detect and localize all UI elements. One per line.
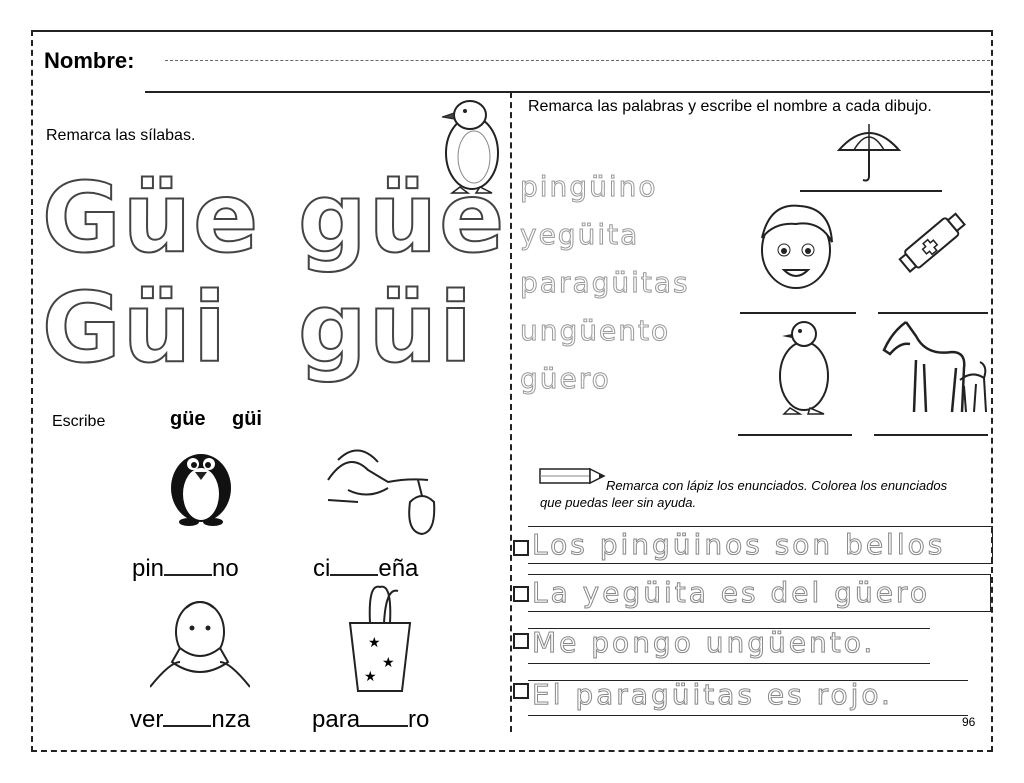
word-after: eña	[378, 555, 419, 582]
option-gui: güi	[232, 408, 262, 430]
sentence-checkbox-4[interactable]	[513, 683, 529, 699]
word-blank-paraguero[interactable]	[312, 706, 429, 734]
trace-word-pinguino: pingüino	[520, 170, 658, 203]
name-write-line[interactable]	[145, 91, 990, 93]
answer-line-penguin[interactable]	[738, 434, 852, 436]
word-before: ver	[130, 706, 164, 733]
answer-line-horse[interactable]	[874, 434, 988, 436]
trace-sentence-4: El paragüitas es rojo.	[532, 678, 893, 711]
penguin-icon	[774, 316, 834, 416]
word-after: nza	[211, 706, 251, 733]
svg-text:★: ★	[368, 635, 381, 651]
sentence-checkbox-3[interactable]	[513, 633, 529, 649]
name-dashed-line	[165, 60, 990, 61]
word-blank-ciguena[interactable]	[313, 555, 418, 583]
syllables-instruction: Remarca las sílabas.	[46, 127, 196, 144]
words-instruction: Remarca las palabras y escribe el nombre a cada dibujo.	[528, 98, 932, 115]
answer-line-umbrella[interactable]	[800, 190, 942, 192]
fill-blank[interactable]	[330, 556, 378, 576]
word-before: pin	[132, 555, 165, 582]
sentence-checkbox-2[interactable]	[513, 586, 529, 602]
trace-sentence-1: Los pingüinos son bellos	[532, 528, 946, 561]
syllable-trace-Gui: Güi	[42, 272, 229, 384]
syllable-trace-gui: güi	[298, 272, 474, 384]
penguin-icon	[165, 440, 237, 526]
syllable-trace-gue: güe	[298, 162, 507, 274]
answer-line-boy[interactable]	[740, 312, 856, 314]
boy-face-icon	[750, 198, 842, 294]
trace-word-paraguitas: paragüitas	[520, 266, 690, 299]
trace-sentence-3: Me pongo ungüento.	[532, 626, 876, 659]
svg-text:★: ★	[382, 655, 395, 671]
fill-blank[interactable]	[163, 707, 211, 727]
fill-blank[interactable]	[360, 707, 408, 727]
horse-and-foal-icon	[876, 316, 994, 416]
trace-sentence-2: La yegüita es del güero	[532, 576, 930, 609]
umbrella-icon	[340, 583, 420, 693]
umbrella-icon	[836, 120, 902, 184]
word-blank-verguenza[interactable]	[130, 706, 250, 734]
answer-line-ointment[interactable]	[878, 312, 988, 314]
word-blank-pinguino[interactable]	[132, 555, 239, 583]
word-after: ro	[408, 706, 430, 733]
sentence-instruction: Remarca con lápiz los enunciados. Colorea los enunciados que puedas leer sin ayuda.	[540, 478, 948, 510]
syllable-trace-Gue: Güe	[42, 162, 261, 274]
write-label: Escribe	[52, 413, 106, 430]
trace-word-unguento: ungüento	[520, 314, 671, 347]
svg-text:★: ★	[364, 669, 377, 685]
page-number: 96	[962, 715, 976, 729]
trace-word-yeguita: yegüita	[520, 218, 640, 251]
fill-blank[interactable]	[164, 556, 212, 576]
option-gue: güe	[170, 408, 206, 430]
sentence-checkbox-1[interactable]	[513, 540, 529, 556]
trace-word-guero: güero	[520, 362, 611, 395]
embarrassed-man-icon	[150, 592, 250, 692]
word-before: ci	[313, 555, 331, 582]
ointment-tube-icon	[894, 200, 974, 282]
word-after: no	[212, 555, 239, 582]
stork-icon	[318, 440, 448, 540]
word-before: para	[312, 706, 361, 733]
name-label: Nombre:	[44, 48, 135, 73]
